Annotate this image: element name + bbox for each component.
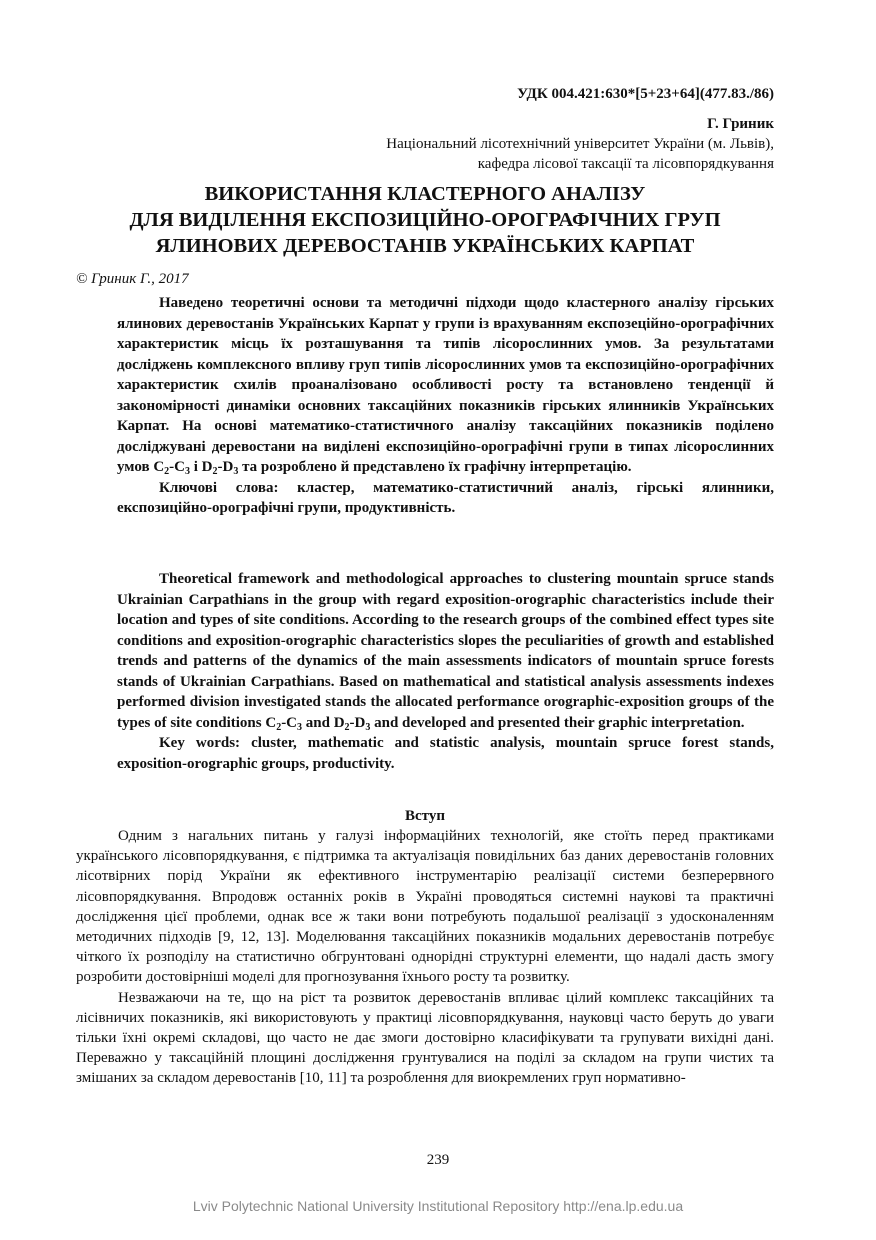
formula-sub: 3: [365, 721, 371, 733]
keywords-en: Key words: cluster, mathematic and statistic analysis, mountain spruce forest stands, exposition-orographic groups, productivity.: [117, 735, 774, 772]
formula-sub: 2: [276, 721, 282, 733]
abstract-ua-paragraph: [117, 293, 774, 478]
keywords-ua: [117, 478, 774, 519]
author-name: Г. Гриник: [707, 116, 774, 132]
abstract-english: [117, 569, 774, 774]
formula-d: -D: [217, 459, 234, 475]
title-line-3: ЯЛИНОВИХ ДЕРЕВОСТАНІВ УКРАЇНСЬКИХ КАРПАТ: [155, 235, 695, 257]
repository-footer: Lviv Polytechnic National University Institutional Repository http://ena.lp.edu.ua: [192, 1198, 684, 1214]
abstract-en-tail: and developed and presented their graphic interpretation.: [370, 714, 745, 731]
intro-heading: Вступ: [405, 808, 445, 824]
formula-sub: 2: [212, 466, 218, 477]
abstract-ukrainian: [117, 293, 774, 519]
affiliation-line-2: кафедра лісової таксації та лісовпорядкування: [477, 156, 774, 172]
author-block: [386, 114, 774, 174]
intro-paragraph-2: Незважаючи на те, що на ріст та розвиток деревостанів впливає цілий комплекс таксаційних та лісівничих показників, які використовують у практиці лісовпорядкування, науковці часто беруть до уваги тільки їхні окремі складові, що часто не дає змоги достовірно класифікувати та групувати вихідні дані. Переважно у таксаційній площині дослідження грунтувалися на поділі за складом на групи чистих та змішаних за складом деревостанів [10, 11] та розроблення для виокремлених груп нормативно-: [76, 989, 774, 1087]
page-number: 239: [426, 1152, 450, 1168]
formula-d: and D: [302, 714, 345, 731]
intro-body: [76, 826, 774, 1089]
abstract-ua-tail: та розроблено й представлено їх графічну інтерпретацію.: [238, 459, 632, 475]
article-title: [76, 181, 774, 259]
keywords-ua-text: кластер, математико-статистичний аналіз, гірські ялинники, експозиційно-орографічні групи, продуктивність.: [117, 479, 774, 516]
formula-d: і D: [189, 459, 213, 475]
formula-c: -C: [169, 459, 185, 475]
title-line-2: ДЛЯ ВИДІЛЕННЯ ЕКСПОЗИЦІЙНО-ОРОГРАФІЧНИХ ГРУП: [129, 209, 721, 231]
formula-sub: 2: [164, 466, 170, 477]
formula-sub: 3: [184, 466, 190, 477]
udc-code: УДК 004.421:630*[5+23+64](477.83./86): [517, 86, 774, 102]
formula-c: -C: [281, 714, 298, 731]
formula-sub: 2: [344, 721, 350, 733]
affiliation-line-1: Національний лісотехнічний університет України (м. Львів),: [386, 136, 774, 152]
formula-c: C: [265, 714, 277, 731]
copyright: © Гриник Г., 2017: [76, 271, 189, 287]
title-line-1: ВИКОРИСТАННЯ КЛАСТЕРНОГО АНАЛІЗУ: [204, 183, 646, 205]
abstract-en-paragraph: [117, 569, 774, 733]
abstract-en-text: Theoretical framework and methodological approaches to clustering mountain spruce stands Ukrainian Carpathians in the group with regard exposition-orographic characteristics include their location and types of site conditions. According to the research groups of the combined effect types site conditions and exposition-orographic characteristics slopes the peculiarities of growth and established trends and patterns of the dynamics of the main assessments indicators of mountain spruce forests stands of Ukrainian Carpathians. Based on mathematical and statistical analysis assessments indexes performed division investigated stands the allocated performance orographic-exposition groups of the types of site conditions: [117, 571, 774, 731]
intro-paragraph-1: Одним з нагальних питань у галузі інформаційних технологій, яке стоїть перед практиками українського лісовпорядкування, є підтримка та актуалізація повидільних баз даних деревостанів головних лісотвірних порід України як ефективного інструментарію реалізації системи безперервного лісовпорядкування. Впродовж останніх років в Україні проводяться системні наукові та практичні дослідження цієї проблеми, однак все ж таки вони потребують подальшої реалізації з удосконаленням методичних підходів [9, 12, 13]. Моделювання таксаційних показників модальних деревостанів потребує чіткого їх розподілу на статистично обгрунтовані однорідні структурні елементи, що надалі дасть змогу розробити достовірніші моделі для прогнозування їхнього росту та розвитку.: [76, 828, 774, 986]
keywords-ua-label: Ключові слова:: [159, 479, 279, 496]
formula-sub: 3: [297, 721, 303, 733]
formula-sub: 3: [233, 466, 239, 477]
formula-c: C: [153, 459, 165, 475]
formula-d: -D: [349, 714, 366, 731]
abstract-ua-text: Наведено теоретичні основи та методичні підходи щодо кластерного аналізу гірських ялинових деревостанів Українських Карпат у групи із врахуванням експозеційно-орографічних характеристик місць їх розташування та типів лісорослинних умов. За результатами досліджень комплексного впливу груп типів лісорослинних умов та експозиційно-орографічних характеристик схилів проаналізовано особливості росту та встановлено тенденції й закономірності динаміки основних таксаційних показників гірських ялинників Українських Карпат. На основі математико-статистичного аналізу таксаційних показників поділено досліджувані деревостани на виділені експозиційно-орографічні групи в типах лісорослинних умов: [117, 295, 774, 475]
